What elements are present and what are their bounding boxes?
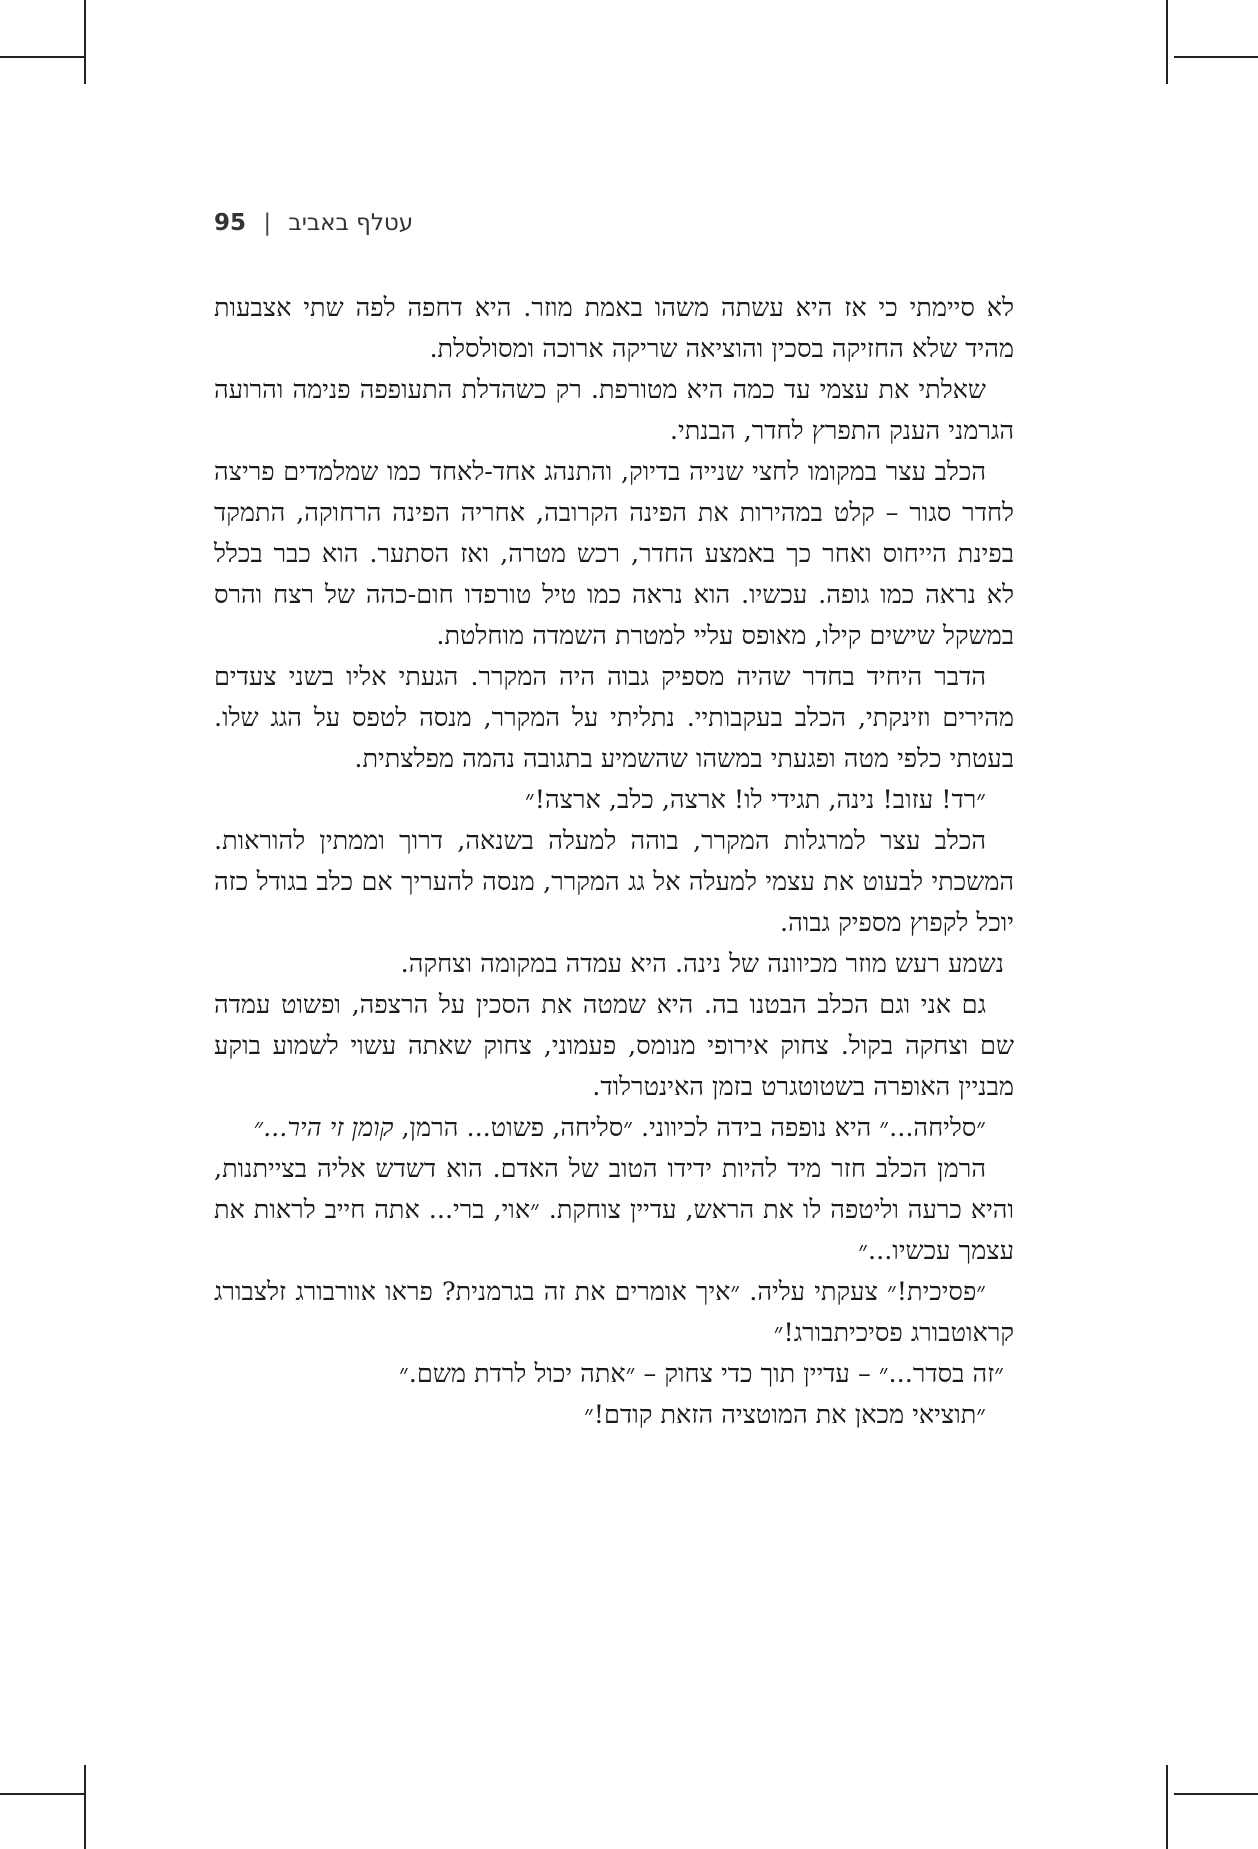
paragraph: נשמע רעש מוזר מכיוונה של נינה. היא עמדה במקומה וצחקה. <box>400 949 1004 979</box>
crop-mark-top-left-vertical <box>84 0 86 84</box>
header-separator: | <box>263 210 272 236</box>
crop-mark-top-right-vertical <box>1166 0 1168 84</box>
dialogue-line: ״רד! עזוב! נינה, תגידי לו! ארצה, כלב, ארצה!״ <box>525 785 986 815</box>
crop-mark-bottom-left-vertical <box>84 1765 86 1849</box>
dialogue-line: ״פסיכית!״ צעקתי עליה. ״איך אומרים את זה בגרמנית? פראו אוורבורג זלצבורג קראוטבורג פסיכיתבורג!״ <box>214 1277 1014 1348</box>
book-title: עטלף באביב <box>288 210 414 236</box>
dialogue-line: ״תוציאי מכאן את המוטציה הזאת קודם!״ <box>584 1400 986 1430</box>
paragraph: הרמן הכלב חזר מיד להיות ידידו הטוב של האדם. הוא דשדש אליה בצייתנות, והיא כרעה וליטפה לו את הראש, עדיין צוחקת. ״אוי, ברי... אתה חייב לראות את עצמך עכשיו...״ <box>214 1154 1014 1266</box>
crop-mark-top-left-horizontal <box>0 56 84 58</box>
crop-mark-bottom-left-horizontal <box>0 1793 84 1795</box>
paragraph: שאלתי את עצמי עד כמה היא מטורפת. רק כשהדלת התעופפה פנימה והרועה הגרמני הענק התפרץ לחדר, הבנתי. <box>214 375 1014 446</box>
paragraph: הכלב עצר למרגלות המקרר, בוהה למעלה בשנאה, דרוך וממתין להוראות. המשכתי לבעוט את עצמי למעלה אל גג המקרר, מנסה להעריך אם כלב בגודל כזה יוכל לקפוץ מספיק גבוה. <box>214 826 1014 938</box>
paragraph: גם אני וגם הכלב הבטנו בה. היא שמטה את הסכין על הרצפה, ופשוט עמדה שם וצחקה בקול. צחוק אירופי מנומס, פעמוני, צחוק שאתה עשוי לשמוע בוקע מבניין האופרה בשטוטגרט בזמן האינטרלוד. <box>214 990 1014 1102</box>
body-text <box>214 288 1014 1436</box>
dialogue-line: ״זה בסדר...״ – עדיין תוך כדי צחוק – ״אתה יכול לרדת משם.״ <box>399 1359 1004 1389</box>
paragraph: הדבר היחיד בחדר שהיה מספיק גבוה היה המקרר. הגעתי אליו בשני צעדים מהירים וזינקתי, הכלב בעקבותיי. נתליתי על המקרר, מנסה לטפס על הגג שלו. בעטתי כלפי מטה ופגעתי במשהו שהשמיע בתגובה נהמה מפלצתית. <box>214 662 1014 774</box>
paragraph: לא סיימתי כי אז היא עשתה משהו באמת מוזר. היא דחפה לפה שתי אצבעות מהיד שלא החזיקה בסכין והוציאה שריקה ארוכה ומסולסלת. <box>214 293 1014 364</box>
paragraph: הכלב עצר במקומו לחצי שנייה בדיוק, והתנהג אחד-לאחד כמו שמלמדים פריצה לחדר סגור – קלט במהירות את הפינה הקרובה, אחריה הפינה הרחוקה, התמקד בפינת הייחוס ואחר כך באמצע החדר, רכש מטרה, ואז הסתער. הוא כבר בכלל לא נראה כמו גופה. עכשיו. הוא נראה כמו טיל טורפדו חום-כהה של רצח והרס במשקל שישים קילו, מאופס עליי למטרת השמדה מוחלטת. <box>214 457 1014 651</box>
dialogue-paragraph <box>214 1108 1014 1149</box>
crop-mark-top-right-horizontal <box>1174 56 1258 58</box>
crop-mark-bottom-right-vertical <box>1166 1765 1168 1849</box>
running-header <box>214 210 1014 236</box>
german-phrase: קומן זי היר...״ <box>253 1113 394 1143</box>
crop-mark-bottom-right-horizontal <box>1174 1793 1258 1795</box>
page-number: 95 <box>214 210 247 236</box>
dialogue-text: ״סליחה...״ היא נופפה בידה לכיווני. ״סליחה, פשוט... הרמן, <box>401 1113 986 1143</box>
